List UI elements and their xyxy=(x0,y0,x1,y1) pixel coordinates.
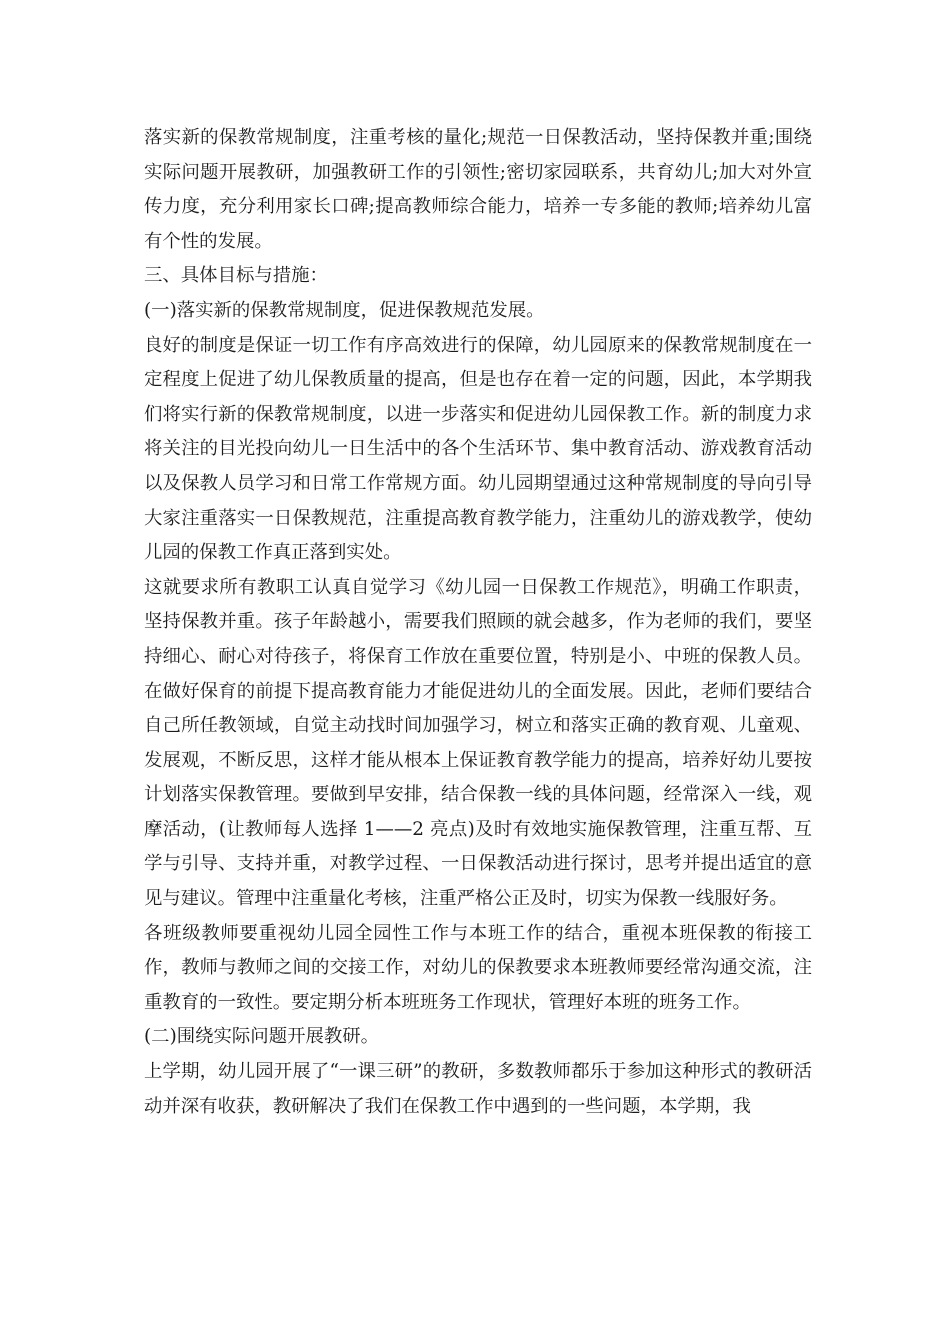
section-heading-targets-measures: 三、具体目标与措施： xyxy=(144,265,328,287)
paragraph-teaching-research: 上学期，幼儿园开展了“一课三研”的教研，多数教师都乐于参加这种形式的教研活动并深有收获，教研解决了我们在保教工作中遇到的一些问题，本学期，我 xyxy=(144,1061,812,1117)
document-body xyxy=(144,121,812,1124)
paragraph-routine-system: 良好的制度是保证一切工作有序高效进行的保障，幼儿园原来的保教常规制度在一定程度上促进了幼儿保教质量的提高，但是也存在着一定的问题，因此，本学期我们将实行新的保教常规制度，以进一步落实和促进幼儿园保教工作。新的制度力求将关注的目光投向幼儿一日生活中的各个生活环节、集中教育活动、游戏教育活动以及保教人员学习和日常工作常规方面。幼儿园期望通过这种常规制度的导向引导大家注重落实一日保教规范，注重提高教育教学能力，注重幼儿的游戏教学，使幼儿园的保教工作真正落到实处。 xyxy=(144,334,812,564)
subheading-teaching-research: (二)围绕实际问题开展教研。 xyxy=(144,1026,380,1048)
paragraph-staff-study: 这就要求所有教职工认真自觉学习《幼儿园一日保教工作规范》，明确工作职责，坚持保教并重。孩子年龄越小，需要我们照顾的就会越多，作为老师的我们，要坚持细心、耐心对待孩子，将保育工作放在重要位置，特别是小、中班的保教人员。在做好保育的前提下提高教育能力才能促进幼儿的全面发展。因此，老师们要结合自己所任教领域，自觉主动找时间加强学习，树立和落实正确的教育观、儿童观、发展观，不断反思，这样才能从根本上保证教育教学能力的提高，培养好幼儿要按计划落实保教管理。要做到早安排，结合保教一线的具体问题，经常深入一线，观摩活动，(让教师每人选择 1——2 亮点)及时有效地实施保教管理，注重互帮、互学与引导、支持并重，对教学过程、一日保教活动进行探讨，思考并提出适宜的意见与建议。管理中注重量化考核，注重严格公正及时，切实为保教一线服好务。 xyxy=(144,576,812,910)
subheading-routine-system: (一)落实新的保教常规制度，促进保教规范发展。 xyxy=(144,299,545,321)
paragraph-class-teachers: 各班级教师要重视幼儿园全园性工作与本班工作的结合，重视本班保教的衔接工作，教师与教师之间的交接工作，对幼儿的保教要求本班教师要经常沟通交流，注重教育的一致性。要定期分析本班班务工作现状，管理好本班的班务工作。 xyxy=(144,922,812,1013)
paragraph-goals-summary: 落实新的保教常规制度，注重考核的量化;规范一日保教活动，坚持保教并重;围绕实际问题开展教研，加强教研工作的引领性;密切家园联系，共育幼儿;加大对外宣传力度，充分利用家长口碑;提高教师综合能力，培养一专多能的教师;培养幼儿富有个性的发展。 xyxy=(144,127,812,252)
